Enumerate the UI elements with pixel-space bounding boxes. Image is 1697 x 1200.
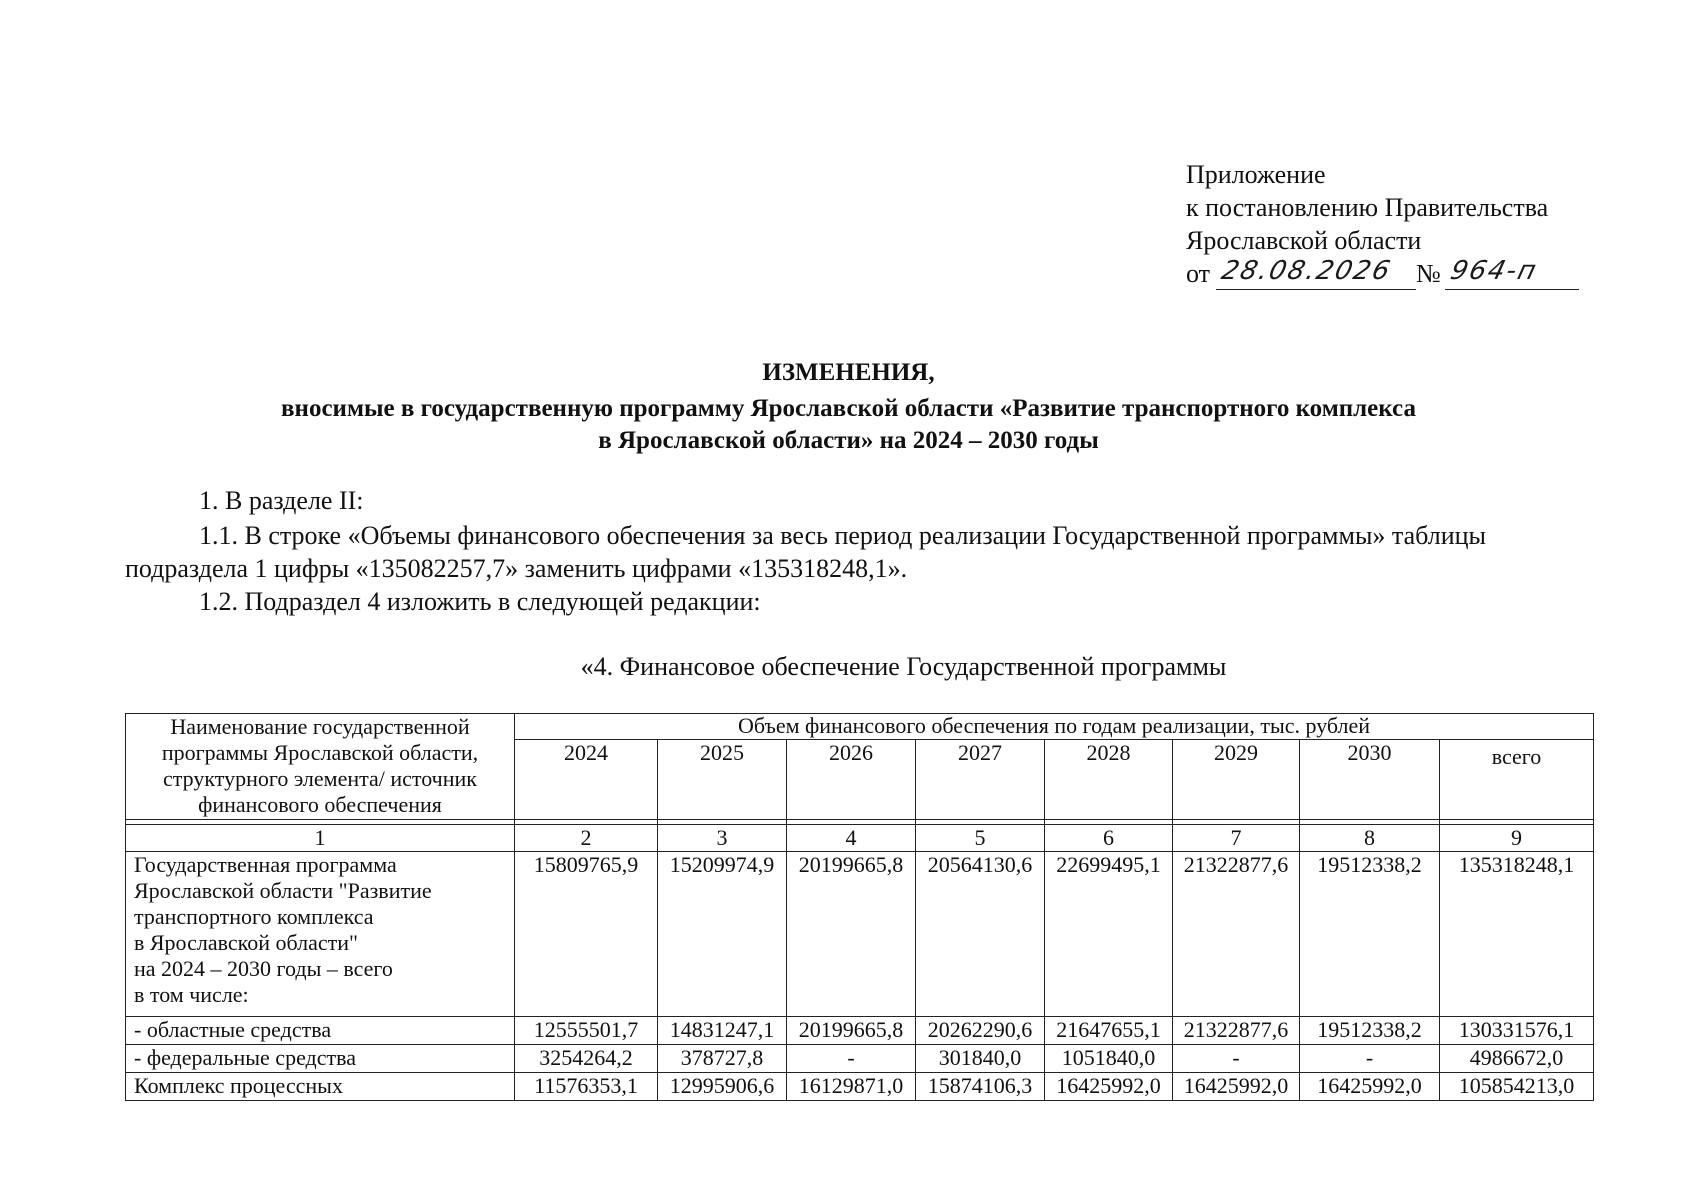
financing-table	[125, 713, 1594, 1101]
number-line	[1445, 256, 1579, 290]
value-cell: 22699495,1	[1045, 852, 1173, 1017]
appendix-line-3: Ярославской области	[1186, 226, 1422, 255]
row-name: - федеральные средства	[126, 1045, 515, 1073]
value-cell: 15809765,9	[515, 852, 658, 1017]
year-header: 2027	[916, 740, 1045, 820]
value-cell: 16425992,0	[1045, 1073, 1173, 1101]
table-row	[126, 1045, 1594, 1073]
document-subtitle-line-2: в Ярославской области» на 2024 – 2030 годы	[598, 427, 1099, 454]
value-cell: 130331576,1	[1440, 1017, 1594, 1045]
column-number: 9	[1440, 825, 1594, 852]
value-cell: 16129871,0	[787, 1073, 916, 1101]
value-cell: 21322877,6	[1173, 1017, 1300, 1045]
paragraph-1-2: 1.2. Подраздел 4 изложить в следующей редакции:	[199, 587, 761, 616]
year-header: 2028	[1045, 740, 1173, 820]
column-number: 2	[515, 825, 658, 852]
column-number: 5	[916, 825, 1045, 852]
handwritten-date: 28.08.2026	[1218, 256, 1395, 286]
value-cell: 4986672,0	[1440, 1045, 1594, 1073]
row-name-line: Государственная программа	[134, 852, 397, 877]
value-cell: 1051840,0	[1045, 1045, 1173, 1073]
column-number: 1	[126, 825, 515, 852]
year-header: 2029	[1173, 740, 1300, 820]
column-number: 8	[1300, 825, 1440, 852]
row-name	[126, 852, 515, 1017]
value-cell: 14831247,1	[658, 1017, 787, 1045]
value-cell: -	[1300, 1045, 1440, 1073]
appendix-block	[1186, 158, 1579, 290]
volume-header: Объем финансового обеспечения по годам реализации, тыс. рублей	[515, 714, 1594, 740]
total-header: всего	[1440, 740, 1594, 820]
value-cell: 12555501,7	[515, 1017, 658, 1045]
column-number: 7	[1173, 825, 1300, 852]
row-name: - областные средства	[126, 1017, 515, 1045]
column-number-row	[126, 825, 1594, 852]
value-cell: 16425992,0	[1173, 1073, 1300, 1101]
value-cell: 20564130,6	[916, 852, 1045, 1017]
document-subtitle-line-1: вносимые в государственную программу Ярославской области «Развитие транспортного комплекса	[281, 395, 1416, 422]
value-cell: 135318248,1	[1440, 852, 1594, 1017]
paragraph-1: 1. В разделе II:	[199, 486, 364, 515]
value-cell: 20199665,8	[787, 852, 916, 1017]
column-number: 4	[787, 825, 916, 852]
value-cell: 12995906,6	[658, 1073, 787, 1101]
value-cell: -	[787, 1045, 916, 1073]
value-cell: 19512338,2	[1300, 1017, 1440, 1045]
value-cell: 21322877,6	[1173, 852, 1300, 1017]
year-header: 2026	[787, 740, 916, 820]
value-cell: 21647655,1	[1045, 1017, 1173, 1045]
row-name-line: транспортного комплекса	[134, 904, 374, 929]
date-line	[1216, 256, 1416, 290]
column-number: 6	[1045, 825, 1173, 852]
date-prefix: от	[1186, 259, 1211, 288]
value-cell: -	[1173, 1045, 1300, 1073]
value-cell: 15209974,9	[658, 852, 787, 1017]
value-cell: 15874106,3	[916, 1073, 1045, 1101]
year-header: 2030	[1300, 740, 1440, 820]
handwritten-number: 964-п	[1447, 256, 1541, 286]
value-cell: 16425992,0	[1300, 1073, 1440, 1101]
appendix-line-2: к постановлению Правительства	[1186, 193, 1549, 222]
row-name-line: в Ярославской области"	[134, 930, 359, 955]
paragraph-1-1-line-1: 1.1. В строке «Объемы финансового обеспечения за весь период реализации Государственной программы» таблицы	[199, 521, 1486, 550]
paragraph-1-1-line-2: подраздела 1 цифры «135082257,7» заменить цифрами «135318248,1».	[125, 554, 908, 583]
section-title: «4. Финансовое обеспечение Государственной программы	[580, 652, 1227, 681]
header-row-1	[126, 714, 1594, 740]
year-header: 2025	[658, 740, 787, 820]
document-title: ИЗМЕНЕНИЯ,	[762, 359, 935, 386]
table-row	[126, 852, 1594, 1017]
appendix-line-1: Приложение	[1186, 160, 1326, 189]
value-cell: 11576353,1	[515, 1073, 658, 1101]
year-header: 2024	[515, 740, 658, 820]
table-row	[126, 1017, 1594, 1045]
value-cell: 378727,8	[658, 1045, 787, 1073]
appendix-date-row	[1186, 257, 1579, 290]
name-header: Наименование государственной программы Ярославской области, структурного элемента/ источник финансового обеспечения	[126, 714, 515, 820]
column-number: 3	[658, 825, 787, 852]
row-name-line: в том числе:	[134, 982, 249, 1007]
value-cell: 20199665,8	[787, 1017, 916, 1045]
row-name-line: на 2024 – 2030 годы – всего	[134, 956, 393, 981]
row-name-line: Ярославской области "Развитие	[134, 878, 432, 903]
number-prefix: №	[1416, 259, 1441, 288]
value-cell: 105854213,0	[1440, 1073, 1594, 1101]
value-cell: 301840,0	[916, 1045, 1045, 1073]
value-cell: 3254264,2	[515, 1045, 658, 1073]
value-cell: 19512338,2	[1300, 852, 1440, 1017]
value-cell: 20262290,6	[916, 1017, 1045, 1045]
row-name: Комплекс процессных	[126, 1073, 515, 1101]
table-row	[126, 1073, 1594, 1101]
